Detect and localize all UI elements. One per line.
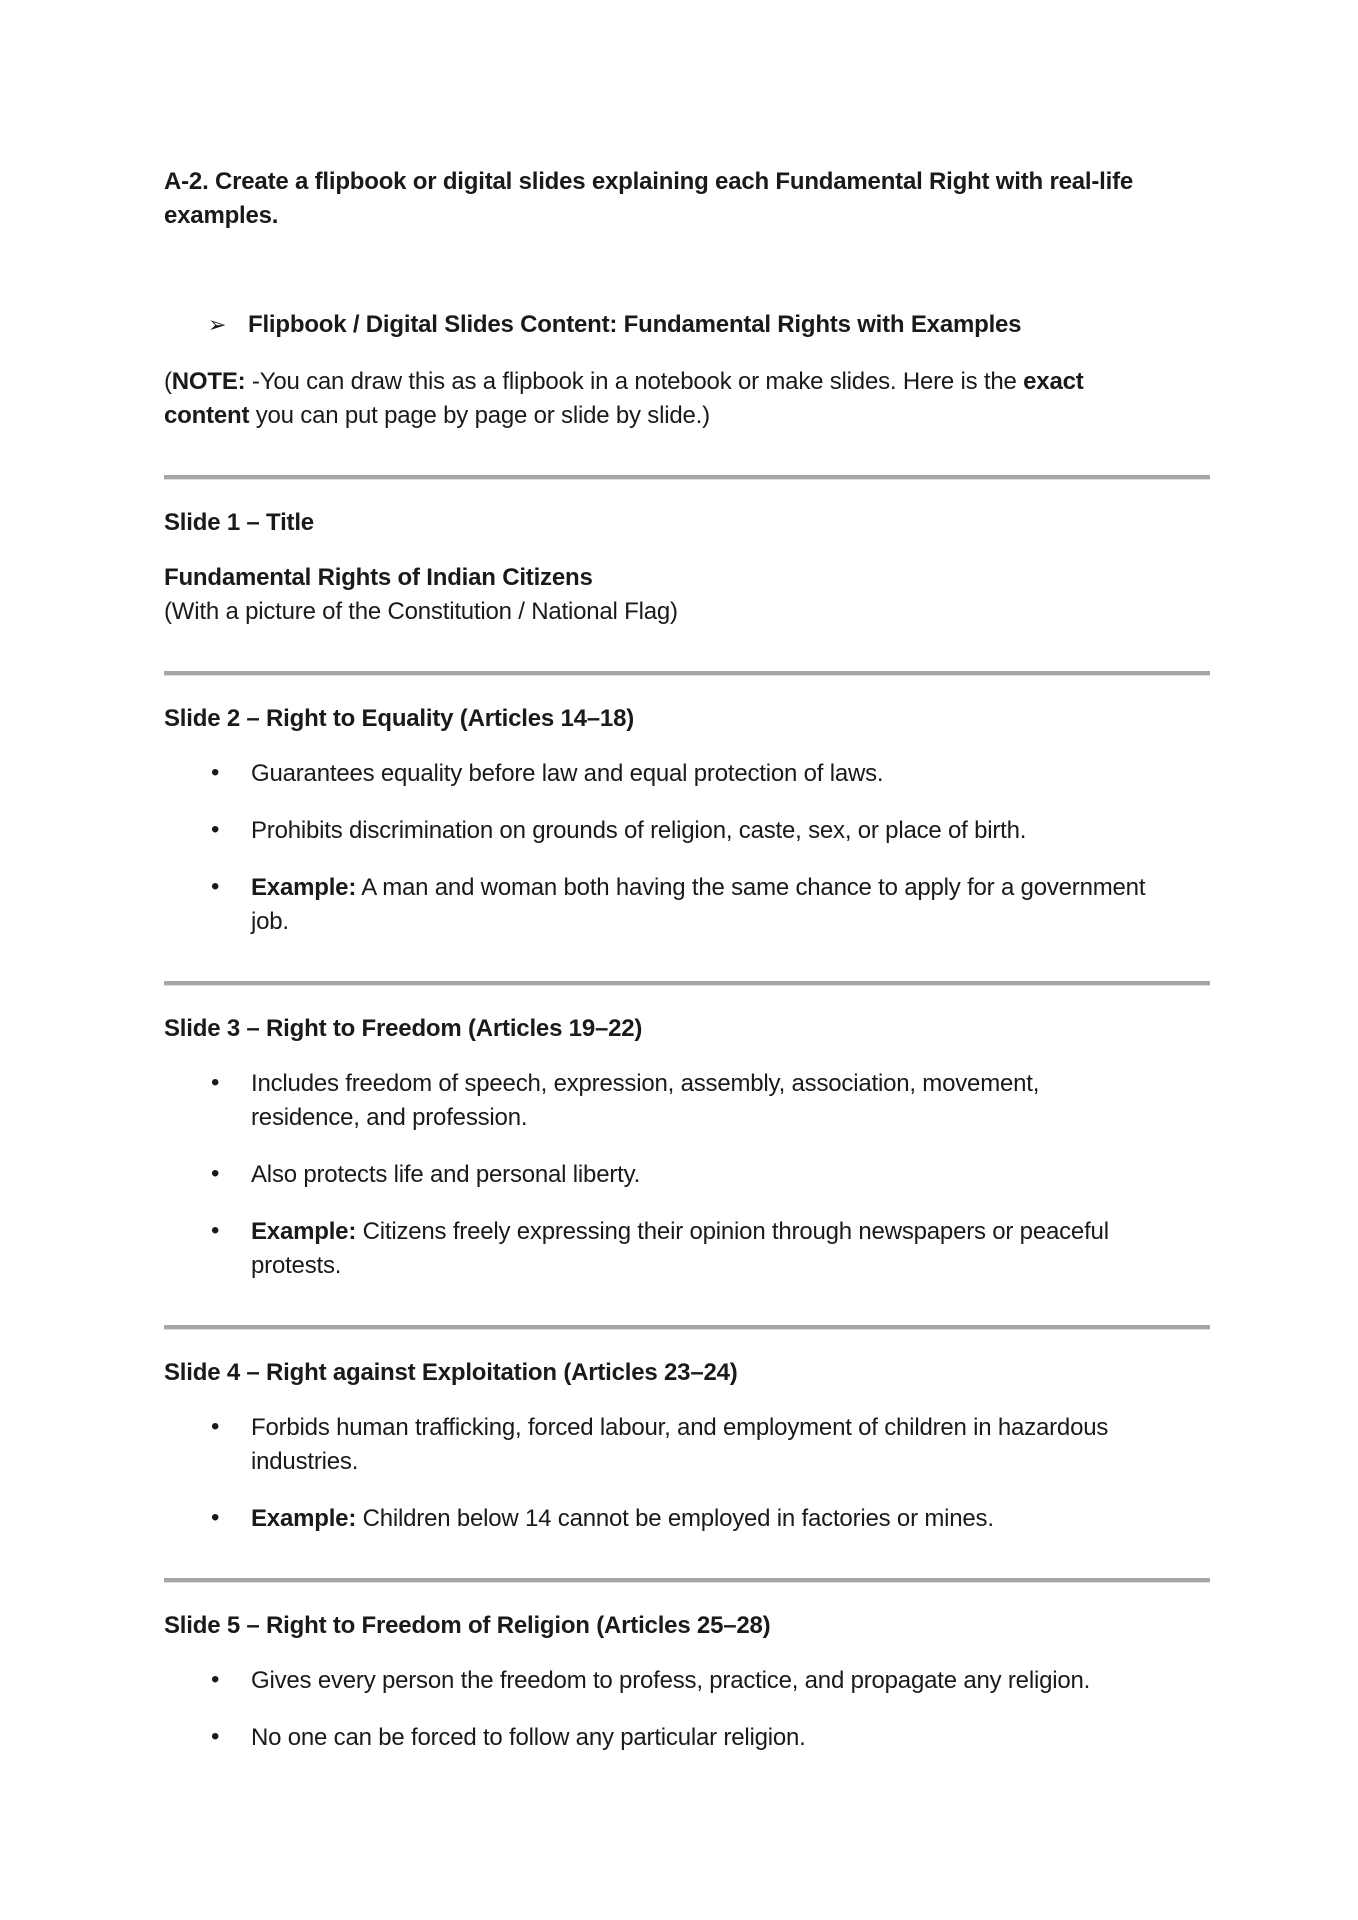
note-emphasis-exact: exact (1023, 368, 1084, 395)
bullet-icon: • (211, 1160, 220, 1187)
example-label: Example: (251, 874, 357, 901)
bullet-text: Gives every person the freedom to profess, practice, and propagate any religion. (251, 1667, 1091, 1694)
bullet-text: Also protects life and personal liberty. (251, 1161, 641, 1188)
section-divider (164, 475, 1210, 480)
note-paragraph (164, 365, 1298, 433)
note-open-paren: ( (164, 368, 172, 395)
section-divider (164, 1578, 1210, 1583)
bullet-text: Guarantees equality before law and equal protection of laws. (251, 760, 884, 787)
bullet-item (164, 1158, 1298, 1192)
bullet-icon: • (211, 759, 220, 786)
bullet-text-line1: Includes freedom of speech, expression, assembly, association, movement, (251, 1070, 1040, 1097)
bullet-item (164, 1067, 1298, 1135)
slide-2-heading: Slide 2 – Right to Equality (Articles 14–18) (164, 705, 635, 732)
bullet-item (164, 1664, 1298, 1698)
slide-1-heading: Slide 1 – Title (164, 509, 314, 536)
slide-1-title: Fundamental Rights of Indian Citizens (164, 564, 593, 591)
bullet-text-line2: industries. (251, 1448, 359, 1475)
example-line1 (251, 1502, 1298, 1536)
example-text: A man and woman both having the same chance to apply for a government (356, 874, 1146, 901)
bullet-item-example (164, 871, 1298, 939)
bullet-item (164, 757, 1298, 791)
note-text-a: -You can draw this as a flipbook in a notebook or make slides. Here is the (245, 368, 1024, 395)
assignment-heading-line1: A-2. Create a flipbook or digital slides explaining each Fundamental Right with real-life (164, 168, 1134, 195)
assignment-heading-line2: examples. (164, 202, 279, 229)
flipbook-content-label: Flipbook / Digital Slides Content: Fundamental Rights with Examples (248, 311, 1022, 338)
assignment-heading (164, 165, 1298, 233)
bullet-icon: • (211, 1413, 220, 1440)
bullet-item (164, 814, 1298, 848)
slide-5-heading: Slide 5 – Right to Freedom of Religion (Articles 25–28) (164, 1612, 771, 1639)
bullet-icon: • (211, 1504, 220, 1531)
note-label: NOTE: (171, 368, 246, 395)
bullet-text-line1: Forbids human trafficking, forced labour, and employment of children in hazardous (251, 1414, 1109, 1441)
slide-3-bullet-list (164, 1067, 1298, 1283)
slide-4-heading: Slide 4 – Right against Exploitation (Articles 23–24) (164, 1359, 738, 1386)
slide-1-body (164, 561, 1298, 629)
arrow-bullet-icon: ➢ (208, 312, 227, 337)
bullet-icon: • (211, 1217, 220, 1244)
slide-1-title-note: (With a picture of the Constitution / National Flag) (164, 598, 678, 625)
slide-2-bullet-list (164, 757, 1298, 939)
bullet-item-example (164, 1502, 1298, 1536)
bullet-text: Prohibits discrimination on grounds of religion, caste, sex, or place of birth. (251, 817, 1027, 844)
bullet-item (164, 1721, 1298, 1755)
flipbook-content-item (164, 308, 1298, 342)
bullet-text: No one can be forced to follow any particular religion. (251, 1724, 806, 1751)
bullet-icon: • (211, 1069, 220, 1096)
note-line1 (164, 365, 1298, 399)
example-line1 (251, 1215, 1298, 1249)
slide-4-bullet-list (164, 1411, 1298, 1536)
bullet-icon: • (211, 816, 220, 843)
example-label: Example: (251, 1505, 357, 1532)
example-text: Children below 14 cannot be employed in factories or mines. (356, 1505, 994, 1532)
slide-5-bullet-list (164, 1664, 1298, 1755)
example-line1 (251, 871, 1298, 905)
note-line2 (164, 399, 1298, 433)
bullet-item (164, 1411, 1298, 1479)
bullet-icon: • (211, 1666, 220, 1693)
bullet-item-example (164, 1215, 1298, 1283)
example-label: Example: (251, 1218, 357, 1245)
section-divider (164, 1325, 1210, 1330)
bullet-text-line2: residence, and profession. (251, 1104, 528, 1131)
bullet-icon: • (211, 1723, 220, 1750)
slide-3-heading: Slide 3 – Right to Freedom (Articles 19–22) (164, 1015, 643, 1042)
example-text: Citizens freely expressing their opinion through newspapers or peaceful (356, 1218, 1109, 1245)
bullet-icon: • (211, 873, 220, 900)
example-line2: protests. (251, 1252, 342, 1279)
example-line2: job. (251, 908, 289, 935)
note-text-b: you can put page by page or slide by slide.) (249, 402, 710, 429)
section-divider (164, 671, 1210, 676)
note-emphasis-content: content (164, 402, 250, 429)
section-divider (164, 981, 1210, 986)
